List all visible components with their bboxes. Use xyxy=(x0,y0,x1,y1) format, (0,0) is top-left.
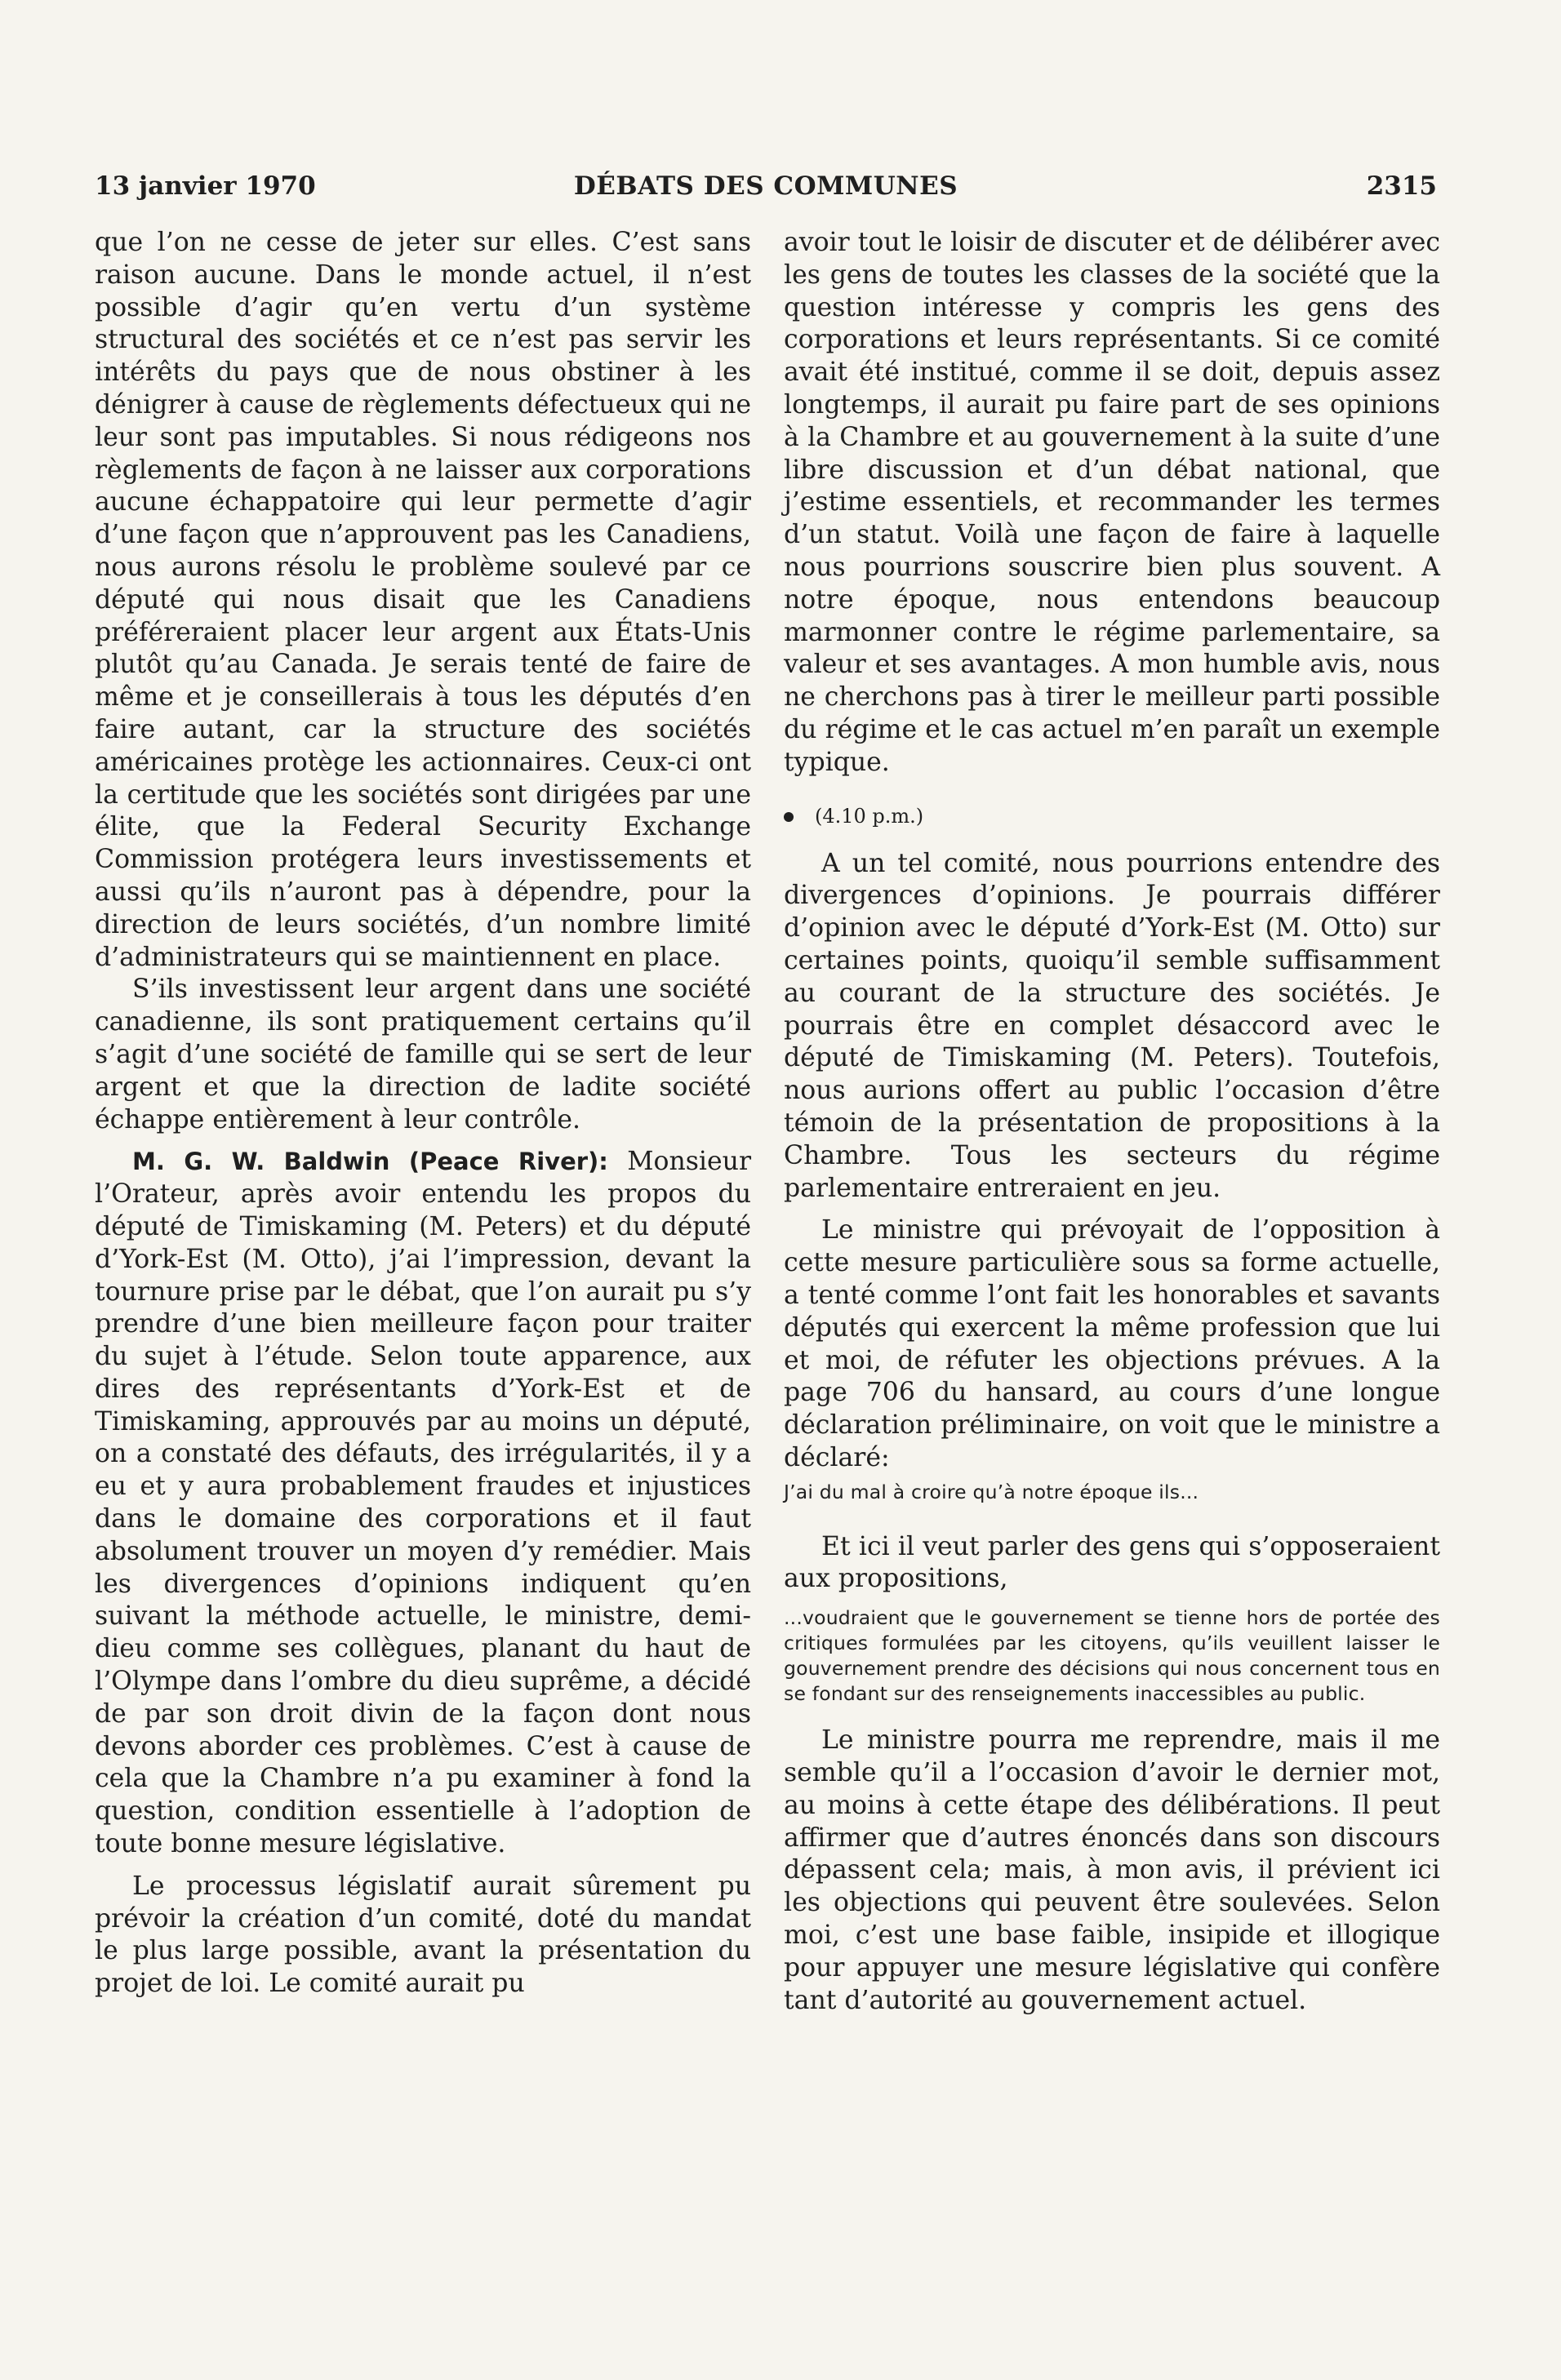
speech-text: Monsieur l’Orateur, après avoir entendu les propos du député de Timiskaming (M. Peters) et du député d’York-Est (M. Otto), j’ai l’impression, devant la tournure prise par le débat, que l’on aurait pu s’y prendre d’une bien meilleure façon pour traiter du sujet à l’étude. Selon toute apparence, aux dires des représentants d’York-Est et de Timiskaming, approuvés par au moins un député, on a constaté des défauts, des irrégularités, il y a eu et y aura probablement fraudes et injustices dans le domaine des corporations et il faut absolument trouver un moyen d’y remédier. Mais les divergences d’opinions indiquent qu’en suivant la méthode actuelle, le ministre, demi-dieu comme ses collègues, planant du haut de l’Olympe dans l’ombre du dieu suprême, a décidé de par son droit divin de la façon dont nous devons aborder ces problèmes. C’est à cause de cela que la Chambre n’a pu examiner à fond la question, condition essentielle à l’adoption de toute bonne mesure législative. xyxy=(95,1147,751,1859)
block-quote: ...voudraient que le gouvernement se tienne hors de portée des critiques formulées par les citoyens, qu’ils veuillent laisser le gouvernement prendre des décisions qui nous concernent tous en se fondant sur des renseignements inaccessibles au public. xyxy=(784,1606,1440,1706)
paragraph: Le ministre qui prévoyait de l’opposition à cette mesure particulière sous sa forme actuelle, a tenté comme l’ont fait les honorables et savants députés qui exercent la même profession que lui et moi, de réfuter les objections prévues. A la page 706 du hansard, au cours d’une longue déclaration préliminaire, on voit que le ministre a déclaré: xyxy=(784,1215,1440,1472)
speaker-name: M. G. W. Baldwin (Peace River): xyxy=(132,1148,608,1176)
block-quote: J’ai du mal à croire qu’à notre époque ils... xyxy=(784,1480,1199,1503)
timestamp xyxy=(784,802,1440,830)
timestamp-text: (4.10 p.m.) xyxy=(815,804,924,828)
header-date: 13 janvier 1970 xyxy=(95,171,316,201)
right-column xyxy=(784,227,1440,2017)
paragraph: Le ministre pourra me reprendre, mais il me semble qu’il a l’occasion d’avoir le dernier mot, au moins à cette étape des délibérations. Il peut affirmer que d’autres énoncés dans son discours dépassent cela; mais, à mon avis, il prévient ici les objections qui peuvent être soulevées. Selon moi, c’est une base faible, insipide et illogique pour appuyer une mesure législative qui confère tant d’autorité au gouvernement actuel. xyxy=(784,1725,1440,2015)
speech-paragraph xyxy=(95,1146,751,1861)
paragraph: A un tel comité, nous pourrions entendre des divergences d’opinions. Je pourrais différer d’opinion avec le député d’York-Est (M. Otto) sur certaines points, quoiqu’il semble suffisamment au courant de la structure des sociétés. Je pourrais être en complet désaccord avec le député de Timiskaming (M. Peters). Toutefois, nous aurions offert au public l’occasion d’être témoin de la présentation de propositions à la Chambre. Tous les secteurs du régime parlementaire entreraient en jeu. xyxy=(784,848,1440,1203)
paragraph: Le processus législatif aurait sûrement pu prévoir la création d’un comité, doté du mandat le plus large possible, avant la présentation du projet de loi. Le comité aurait pu xyxy=(95,1871,751,1999)
page-header xyxy=(95,168,1437,204)
header-page-number: 2315 xyxy=(1366,171,1437,201)
left-column xyxy=(95,227,751,2000)
paragraph: S’ils investissent leur argent dans une société canadienne, ils sont pratiquement certains qu’il s’agit d’une société de famille qui se sert de leur argent et que la direction de ladite société échappe entièrement à leur contrôle. xyxy=(95,975,751,1134)
paragraph-continued: avoir tout le loisir de discuter et de délibérer avec les gens de toutes les classes de la société que la question intéresse y compris les gens des corporations et leurs représentants. Si ce comité avait été institué, comme il se doit, depuis assez longtemps, il aurait pu faire part de ses opinions à la Chambre et au gouvernement à la suite d’une libre discussion et d’un débat national, que j’estime essentiels, et recommander les termes d’un statut. Voilà une façon de faire à laquelle nous pourrions souscrire bien plus souvent. A notre époque, nous entendons beaucoup marmonner contre le régime parlementaire, sa valeur et ses avantages. A mon humble avis, nous ne cherchons pas à tirer le meilleur parti possible du régime et le cas actuel m’en paraît un exemple typique. xyxy=(784,228,1440,777)
paragraph-continued: que l’on ne cesse de jeter sur elles. C’est sans raison aucune. Dans le monde actuel, il n’est possible d’agir qu’en vertu d’un système structural des sociétés et ce n’est pas servir les intérêts du pays que de nous obstiner à les dénigrer à cause de règlements défectueux qui ne leur sont pas imputables. Si nous rédigeons nos règlements de façon à ne laisser aux corporations aucune échappatoire qui leur permette d’agir d’une façon que n’approuvent pas les Canadiens, nous aurons résolu le problème soulevé par ce député qui nous disait que les Canadiens préféreraient placer leur argent aux États-Unis plutôt qu’au Canada. Je serais tenté de faire de même et je conseillerais à tous les députés d’en faire autant, car la structure des sociétés américaines protège les actionnaires. Ceux-ci ont la certitude que les sociétés sont dirigées par une élite, que la Federal Security Exchange Commission protégera leurs investissements et aussi qu’ils n’auront pas à dépendre, pour la direction de leurs sociétés, d’un nombre limité d’administrateurs qui se maintiennent en place. xyxy=(95,228,751,972)
header-title: DÉBATS DES COMMUNES xyxy=(573,171,958,201)
paragraph: Et ici il veut parler des gens qui s’opposeraient aux propositions, xyxy=(784,1531,1440,1594)
bullet-icon xyxy=(784,812,794,822)
